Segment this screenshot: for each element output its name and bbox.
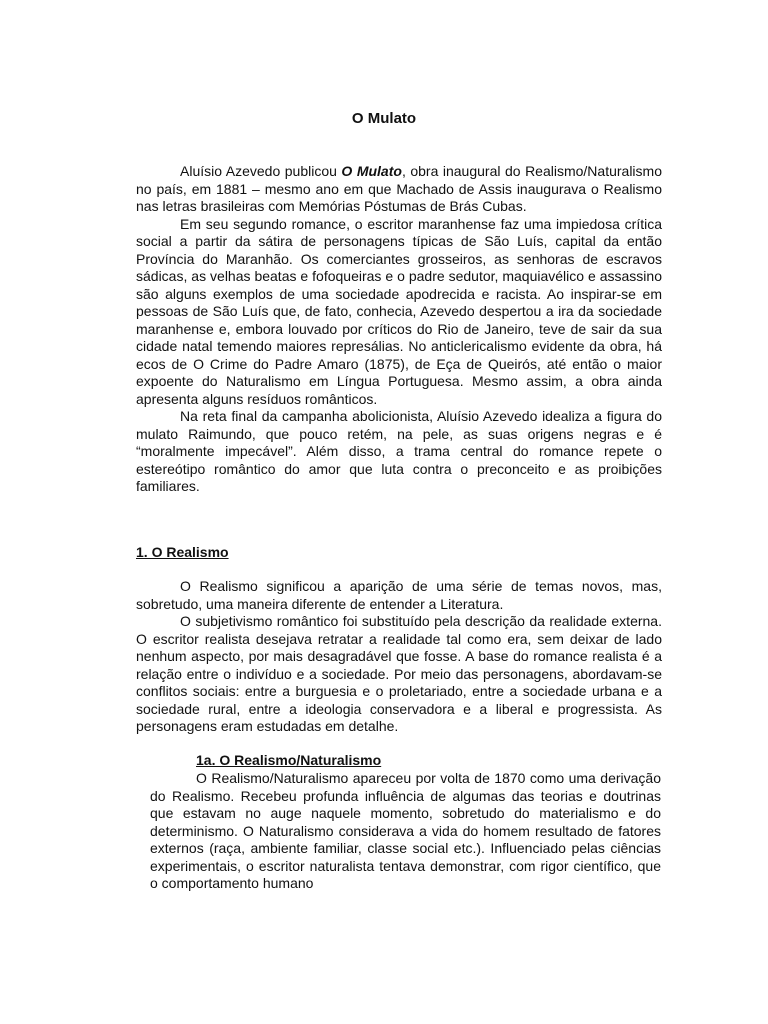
naturalismo-paragraph-1: O Realismo/Naturalismo apareceu por volta de 1870 como uma derivação do Realismo. Recebeu profunda influência de algumas das teorias e doutrinas que estavam no auge naquele momento, sobretudo do materialismo e do determinismo. O Naturalismo considerava a vida do homem resultado de fatores externos (raça, ambiente familiar, classe social etc.). Influenciado pelas ciências experimentais, o escritor naturalista tentava demonstrar, com rigor científico, que o comportamento humano [150,770,661,891]
section-heading-realismo: 1. O Realismo [136,544,229,560]
section-heading-naturalismo: 1a. O Realismo/Naturalismo [196,752,382,768]
intro-paragraph-2: Em seu segundo romance, o escritor maranhense faz uma impiedosa crítica social a partir da sátira de personagens típicas de São Luís, capital da então Província do Maranhão. Os comerciantes grosseiros, as senhoras de escravos sádicas, as velhas beatas e fofoqueiras e o padre sedutor, maquiavélico e assassino são alguns exemplos de uma sociedade apodrecida e racista. Ao inspirar-se em pessoas de São Luís que, de fato, conhecia, Azevedo despertou a ira da sociedade maranhense e, embora louvado por críticos do Rio de Janeiro, teve de sair da sua cidade natal temendo maiores represálias. No anticlericalismo evidente da obra, há ecos de O Crime do Padre Amaro (1875), de Eça de Queirós, até então o maior expoente do Naturalismo em Língua Portuguesa. Mesmo assim, a obra ainda apresenta alguns resíduos românticos. [136,215,662,407]
realismo-paragraph-1: O Realismo significou a aparição de uma série de temas novos, mas, sobretudo, uma maneira diferente de entender a Literatura. [136,578,662,612]
intro-p1-before: Aluísio Azevedo publicou [180,163,342,179]
book-title-emphasis: O Mulato [341,163,402,179]
intro-paragraph-3: Na reta final da campanha abolicionista, Aluísio Azevedo idealiza a figura do mulato Raimundo, que pouco retém, na pele, as suas origens negras e é “moralmente impecável”. Além disso, a trama central do romance repete o estereótipo romântico do amor que luta contra o preconceito e as proibições familiares. [136,408,662,494]
intro-p1-after: , obra inaugural do Realismo/Naturalismo no país, em 1881 – mesmo ano em que Machado de Assis inaugurava o Realismo nas letras brasileiras com Memórias Póstumas de Brás Cubas. [136,163,662,214]
intro-section [136,163,662,496]
realismo-paragraph-2: O subjetivismo romântico foi substituído pela descrição da realidade externa. O escritor realista desejava retratar a realidade tal como era, sem deixar de lado nenhum aspecto, por mais desagradável que fosse. A base do romance realista é a relação entre o indivíduo e a sociedade. Por meio das personagens, abordavam-se conflitos sociais: entre a burguesia e o proletariado, entre a sociedade urbana e a sociedade rural, entre a ideologia conservadora e a liberal e progressista. As personagens eram estudadas em detalhe. [136,613,662,734]
intro-paragraph-1 [136,163,662,216]
realismo-section [136,578,662,736]
naturalismo-section [150,770,661,893]
page-title: O Mulato [351,110,417,127]
